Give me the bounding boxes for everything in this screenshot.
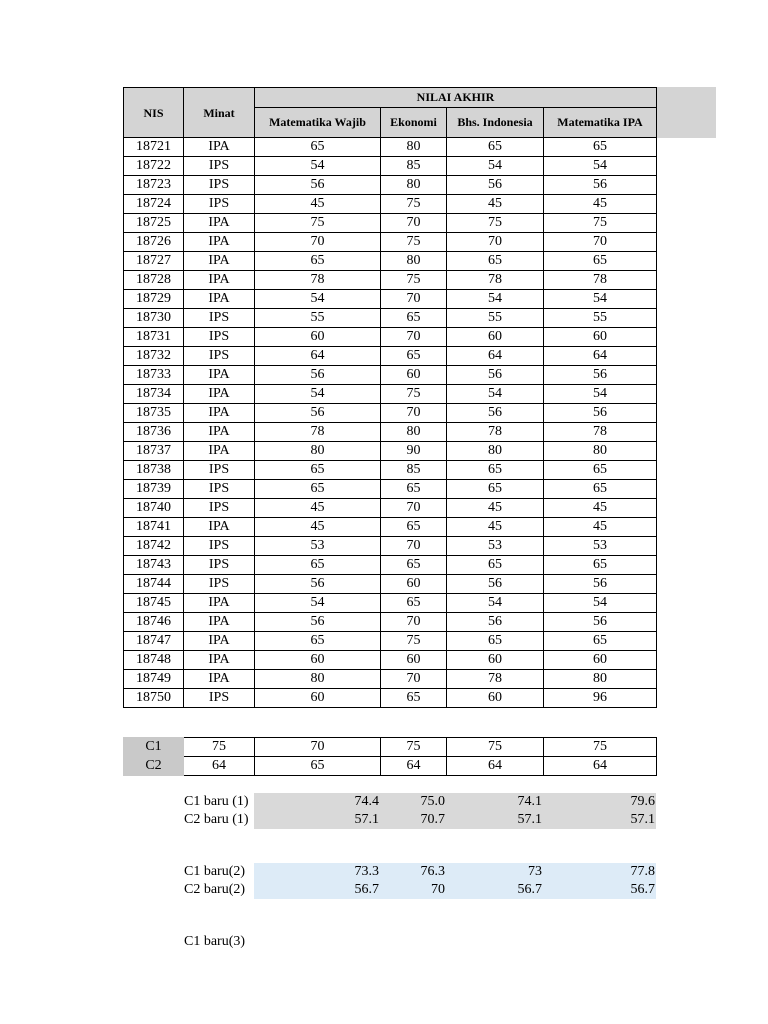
table-cell[interactable]: 65	[381, 480, 447, 499]
table-cell[interactable]: 60	[255, 651, 381, 670]
table-cell[interactable]: 56	[255, 176, 381, 195]
table-cell[interactable]: 64	[255, 347, 381, 366]
table-cell[interactable]: 65	[544, 480, 657, 499]
table-cell[interactable]: 80	[544, 442, 657, 461]
table-cell[interactable]: IPA	[184, 632, 255, 651]
table-cell[interactable]: 53	[447, 537, 544, 556]
iteration-row	[183, 863, 656, 881]
iteration-cells	[254, 811, 656, 829]
table-cell[interactable]: 65	[447, 632, 544, 651]
table-cell[interactable]: 18731	[124, 328, 184, 347]
iteration-2-block	[183, 863, 656, 899]
table-cell[interactable]: 65	[255, 757, 381, 776]
iteration-value-cell[interactable]: 57.1	[354, 812, 379, 827]
table-row	[124, 404, 657, 423]
table-cell[interactable]: 65	[381, 309, 447, 328]
table-row	[124, 575, 657, 594]
table-cell[interactable]: IPS	[184, 689, 255, 708]
table-cell[interactable]: IPS	[184, 157, 255, 176]
table-cell[interactable]: IPA	[184, 366, 255, 385]
table-row	[124, 290, 657, 309]
table-cell[interactable]: 65	[255, 461, 381, 480]
iteration-value-cell[interactable]: 77.8	[630, 864, 655, 879]
table-cell[interactable]: IPS	[184, 309, 255, 328]
table-cell[interactable]: 64	[544, 757, 657, 776]
table-cell[interactable]: 56	[447, 366, 544, 385]
table-row	[124, 176, 657, 195]
table-cell[interactable]: 75	[381, 385, 447, 404]
iteration-value-cell[interactable]: 73.3	[354, 864, 379, 879]
table-cell[interactable]: 55	[255, 309, 381, 328]
table-cell[interactable]: 18747	[124, 632, 184, 651]
table-cell[interactable]: 80	[381, 138, 447, 157]
table-cell[interactable]: IPA	[184, 252, 255, 271]
table-cell[interactable]: 53	[544, 537, 657, 556]
table-cell[interactable]: 65	[381, 518, 447, 537]
table-cell[interactable]: 18723	[124, 176, 184, 195]
table-cell[interactable]: 96	[544, 689, 657, 708]
table-cell[interactable]: 75	[381, 195, 447, 214]
table-row	[124, 556, 657, 575]
table-cell[interactable]: 56	[544, 176, 657, 195]
table-cell[interactable]: 45	[544, 518, 657, 537]
table-cell[interactable]: 80	[381, 423, 447, 442]
table-cell[interactable]: 56	[447, 404, 544, 423]
table-cell[interactable]: 65	[255, 138, 381, 157]
table-cell[interactable]: 45	[544, 195, 657, 214]
iteration-value-cell[interactable]: 74.4	[354, 794, 379, 809]
table-row	[124, 347, 657, 366]
table-cell[interactable]: 18721	[124, 138, 184, 157]
table-cell[interactable]: 78	[544, 423, 657, 442]
table-cell[interactable]: IPA	[184, 233, 255, 252]
table-cell[interactable]: 18732	[124, 347, 184, 366]
header-subject[interactable]: Matematika Wajib	[255, 108, 381, 138]
table-cell[interactable]: 18725	[124, 214, 184, 233]
table-row	[124, 366, 657, 385]
table-row	[124, 651, 657, 670]
table-cell[interactable]: 78	[255, 423, 381, 442]
centroid-table	[123, 737, 657, 776]
table-cell[interactable]: 54	[255, 290, 381, 309]
table-cell[interactable]: 75	[381, 233, 447, 252]
table-cell[interactable]: 18748	[124, 651, 184, 670]
table-row	[124, 689, 657, 708]
header-minat[interactable]: Minat	[184, 88, 255, 138]
table-cell[interactable]: 70	[381, 328, 447, 347]
table-cell[interactable]: IPA	[184, 138, 255, 157]
iteration-row	[183, 793, 656, 811]
table-cell[interactable]: 60	[447, 689, 544, 708]
iteration-value-cell[interactable]: 73	[528, 864, 542, 879]
table-cell[interactable]: 56	[447, 613, 544, 632]
table-cell[interactable]: 75	[184, 738, 255, 757]
table-cell[interactable]: 56	[447, 575, 544, 594]
table-cell[interactable]: 18738	[124, 461, 184, 480]
table-cell[interactable]: 64	[381, 757, 447, 776]
table-cell[interactable]: IPS	[184, 575, 255, 594]
table-row	[124, 214, 657, 233]
table-cell[interactable]: 60	[381, 651, 447, 670]
table-cell[interactable]: 65	[447, 556, 544, 575]
iteration-1-block	[183, 793, 656, 829]
table-cell[interactable]: 56	[255, 404, 381, 423]
table-cell[interactable]: 18749	[124, 670, 184, 689]
table-cell[interactable]: 60	[255, 689, 381, 708]
header-fill-extension	[656, 87, 716, 138]
table-cell[interactable]: 64	[447, 757, 544, 776]
iteration-value-cell[interactable]: 79.6	[630, 794, 655, 809]
table-cell[interactable]: 65	[255, 632, 381, 651]
table-cell[interactable]: IPS	[184, 556, 255, 575]
table-cell[interactable]: 78	[255, 271, 381, 290]
table-cell[interactable]: 60	[447, 651, 544, 670]
header-nis[interactable]: NIS	[124, 88, 184, 138]
table-cell[interactable]: 65	[381, 347, 447, 366]
header-subject[interactable]: Matematika IPA	[544, 108, 657, 138]
header-nilai-akhir[interactable]: NILAI AKHIR	[255, 88, 657, 108]
iteration-row-label[interactable]: C2 baru (1)	[184, 812, 249, 827]
table-cell[interactable]: 75	[381, 632, 447, 651]
table-cell[interactable]: IPS	[184, 328, 255, 347]
table-cell[interactable]: 70	[381, 290, 447, 309]
table-cell[interactable]: 80	[381, 252, 447, 271]
table-cell[interactable]: 18744	[124, 575, 184, 594]
table-row	[124, 233, 657, 252]
iteration-value-cell[interactable]: 75.0	[420, 794, 445, 809]
table-cell[interactable]: IPS	[184, 499, 255, 518]
table-cell[interactable]: 54	[255, 385, 381, 404]
table-cell[interactable]: 54	[447, 594, 544, 613]
iteration-value-cell[interactable]: 70	[431, 882, 445, 897]
table-row	[124, 461, 657, 480]
table-cell[interactable]: IPS	[184, 461, 255, 480]
table-cell[interactable]: 56	[447, 176, 544, 195]
table-cell[interactable]: 80	[381, 176, 447, 195]
table-cell[interactable]: IPS	[184, 480, 255, 499]
table-cell[interactable]: 54	[544, 594, 657, 613]
centroid-row	[124, 757, 657, 776]
table-cell[interactable]: 54	[544, 157, 657, 176]
table-cell[interactable]: IPA	[184, 385, 255, 404]
table-cell[interactable]: 18727	[124, 252, 184, 271]
table-cell[interactable]: 70	[381, 404, 447, 423]
table-cell[interactable]: 45	[447, 499, 544, 518]
table-cell[interactable]: 78	[447, 423, 544, 442]
table-cell[interactable]: IPA	[184, 423, 255, 442]
table-cell[interactable]: 70	[381, 214, 447, 233]
table-cell[interactable]: IPA	[184, 442, 255, 461]
table-cell[interactable]: 53	[255, 537, 381, 556]
table-cell[interactable]: 85	[381, 157, 447, 176]
table-cell[interactable]: 60	[447, 328, 544, 347]
iteration-value-cell[interactable]: 57.1	[630, 812, 655, 827]
table-cell[interactable]: 65	[544, 252, 657, 271]
table-cell[interactable]: 65	[381, 556, 447, 575]
table-cell[interactable]: 70	[381, 499, 447, 518]
table-cell[interactable]: 65	[447, 480, 544, 499]
table-cell[interactable]: 75	[447, 214, 544, 233]
table-cell[interactable]: 45	[255, 195, 381, 214]
iteration-value-cell[interactable]: 70.7	[420, 812, 445, 827]
table-row	[124, 423, 657, 442]
table-cell[interactable]: 90	[381, 442, 447, 461]
table-cell[interactable]: 54	[544, 290, 657, 309]
table-cell[interactable]: IPS	[184, 537, 255, 556]
table-cell[interactable]: 75	[447, 738, 544, 757]
iteration-value-cell[interactable]: 76.3	[420, 864, 445, 879]
table-cell[interactable]: 45	[447, 518, 544, 537]
table-cell[interactable]: 80	[544, 670, 657, 689]
table-cell[interactable]: 70	[544, 233, 657, 252]
table-cell[interactable]: 56	[255, 613, 381, 632]
iteration-row-label[interactable]: C1 baru(2)	[184, 864, 246, 879]
table-cell[interactable]: C2	[124, 757, 184, 776]
table-cell[interactable]: 65	[447, 138, 544, 157]
table-cell[interactable]: 54	[544, 385, 657, 404]
iteration-value-cell[interactable]: 74.1	[517, 794, 542, 809]
table-row	[124, 385, 657, 404]
table-cell[interactable]: 80	[255, 670, 381, 689]
table-cell[interactable]: 54	[447, 385, 544, 404]
table-cell[interactable]: 45	[544, 499, 657, 518]
table-cell[interactable]: IPA	[184, 290, 255, 309]
header-subject[interactable]: Bhs. Indonesia	[447, 108, 544, 138]
table-cell[interactable]: 70	[447, 233, 544, 252]
table-cell[interactable]: 18735	[124, 404, 184, 423]
table-cell[interactable]: 70	[381, 537, 447, 556]
table-cell[interactable]: 65	[255, 252, 381, 271]
table-cell[interactable]: 55	[447, 309, 544, 328]
table-row	[124, 442, 657, 461]
table-row	[124, 195, 657, 214]
grades-table-body	[124, 138, 657, 708]
table-row	[124, 138, 657, 157]
table-cell[interactable]: 65	[544, 138, 657, 157]
table-cell[interactable]: C1	[124, 738, 184, 757]
table-row	[124, 157, 657, 176]
table-cell[interactable]: IPA	[184, 594, 255, 613]
table-row	[124, 252, 657, 271]
table-cell[interactable]: 78	[447, 271, 544, 290]
table-cell[interactable]: 18724	[124, 195, 184, 214]
table-cell[interactable]: 75	[381, 271, 447, 290]
table-cell[interactable]: 75	[255, 214, 381, 233]
table-cell[interactable]: 18729	[124, 290, 184, 309]
table-cell[interactable]: 45	[255, 518, 381, 537]
table-cell[interactable]: 70	[381, 613, 447, 632]
table-cell[interactable]: 65	[544, 461, 657, 480]
table-row	[124, 309, 657, 328]
table-cell[interactable]: 18740	[124, 499, 184, 518]
table-cell[interactable]: IPS	[184, 195, 255, 214]
table-cell[interactable]: 65	[381, 594, 447, 613]
table-cell[interactable]: 65	[544, 556, 657, 575]
table-cell[interactable]: 54	[255, 157, 381, 176]
table-cell[interactable]: 18737	[124, 442, 184, 461]
iteration-3-label[interactable]: C1 baru(3)	[184, 934, 246, 949]
iteration-value-cell[interactable]: 56.7	[354, 882, 379, 897]
table-cell[interactable]: IPA	[184, 404, 255, 423]
table-cell[interactable]: 64	[447, 347, 544, 366]
iteration-row-label[interactable]: C2 baru(2)	[184, 882, 246, 897]
table-cell[interactable]: 60	[544, 651, 657, 670]
table-cell[interactable]: 85	[381, 461, 447, 480]
table-cell[interactable]: 18739	[124, 480, 184, 499]
table-row	[124, 613, 657, 632]
table-cell[interactable]: 54	[255, 594, 381, 613]
table-cell[interactable]: 56	[544, 366, 657, 385]
table-cell[interactable]: 65	[447, 252, 544, 271]
table-cell[interactable]: 56	[544, 613, 657, 632]
table-cell[interactable]: 70	[381, 670, 447, 689]
table-cell[interactable]: 18733	[124, 366, 184, 385]
iteration-cells	[254, 881, 656, 899]
table-row	[124, 328, 657, 347]
table-cell[interactable]: 56	[255, 366, 381, 385]
table-row	[124, 670, 657, 689]
table-row	[124, 480, 657, 499]
table-cell[interactable]: IPS	[184, 347, 255, 366]
table-row	[124, 632, 657, 651]
table-cell[interactable]: 60	[381, 366, 447, 385]
table-cell[interactable]: 18742	[124, 537, 184, 556]
table-row	[124, 499, 657, 518]
table-cell[interactable]: 70	[255, 233, 381, 252]
table-cell[interactable]: 56	[544, 404, 657, 423]
table-cell[interactable]: 18741	[124, 518, 184, 537]
table-cell[interactable]: 80	[447, 442, 544, 461]
grades-table	[123, 87, 657, 708]
table-row	[124, 594, 657, 613]
iteration-row-label[interactable]: C1 baru (1)	[184, 794, 249, 809]
table-cell[interactable]: 54	[447, 290, 544, 309]
table-cell[interactable]: 75	[544, 214, 657, 233]
table-cell[interactable]: 56	[544, 575, 657, 594]
table-cell[interactable]: 18743	[124, 556, 184, 575]
table-cell[interactable]: 45	[255, 499, 381, 518]
table-cell[interactable]: 64	[544, 347, 657, 366]
table-cell[interactable]: 18722	[124, 157, 184, 176]
table-cell[interactable]: 65	[255, 480, 381, 499]
table-cell[interactable]: 54	[447, 157, 544, 176]
table-cell[interactable]: 60	[544, 328, 657, 347]
table-cell[interactable]: 75	[381, 738, 447, 757]
table-cell[interactable]: 18750	[124, 689, 184, 708]
table-row	[124, 271, 657, 290]
table-row	[124, 537, 657, 556]
table-cell[interactable]: 56	[255, 575, 381, 594]
table-cell[interactable]: 80	[255, 442, 381, 461]
table-cell[interactable]: 18734	[124, 385, 184, 404]
centroid-row	[124, 738, 657, 757]
table-cell[interactable]: IPA	[184, 651, 255, 670]
iteration-row	[183, 811, 656, 829]
table-cell[interactable]: 64	[184, 757, 255, 776]
table-cell[interactable]: 55	[544, 309, 657, 328]
table-cell[interactable]: 18745	[124, 594, 184, 613]
table-cell[interactable]: 60	[381, 575, 447, 594]
table-cell[interactable]: IPA	[184, 271, 255, 290]
table-cell[interactable]: 70	[255, 738, 381, 757]
table-cell[interactable]: 65	[255, 556, 381, 575]
table-cell[interactable]: IPA	[184, 670, 255, 689]
centroid-table-body	[124, 738, 657, 776]
table-cell[interactable]: 45	[447, 195, 544, 214]
table-cell[interactable]: IPA	[184, 613, 255, 632]
table-cell[interactable]: 78	[544, 271, 657, 290]
table-cell[interactable]: 18726	[124, 233, 184, 252]
table-cell[interactable]: 60	[255, 328, 381, 347]
table-cell[interactable]: IPA	[184, 214, 255, 233]
table-cell[interactable]: 65	[447, 461, 544, 480]
iteration-value-cell[interactable]: 56.7	[517, 882, 542, 897]
table-cell[interactable]: 78	[447, 670, 544, 689]
table-cell[interactable]: 65	[544, 632, 657, 651]
table-cell[interactable]: 18746	[124, 613, 184, 632]
table-cell[interactable]: 18728	[124, 271, 184, 290]
table-cell[interactable]: 75	[544, 738, 657, 757]
table-cell[interactable]: IPS	[184, 176, 255, 195]
table-row	[124, 518, 657, 537]
table-cell[interactable]: 18730	[124, 309, 184, 328]
iteration-value-cell[interactable]: 56.7	[630, 882, 655, 897]
iteration-row	[183, 881, 656, 899]
table-cell[interactable]: 18736	[124, 423, 184, 442]
table-cell[interactable]: IPA	[184, 518, 255, 537]
header-subject[interactable]: Ekonomi	[381, 108, 447, 138]
iteration-value-cell[interactable]: 57.1	[517, 812, 542, 827]
table-cell[interactable]: 65	[381, 689, 447, 708]
iteration-cells	[254, 793, 656, 811]
iteration-cells	[254, 863, 656, 881]
